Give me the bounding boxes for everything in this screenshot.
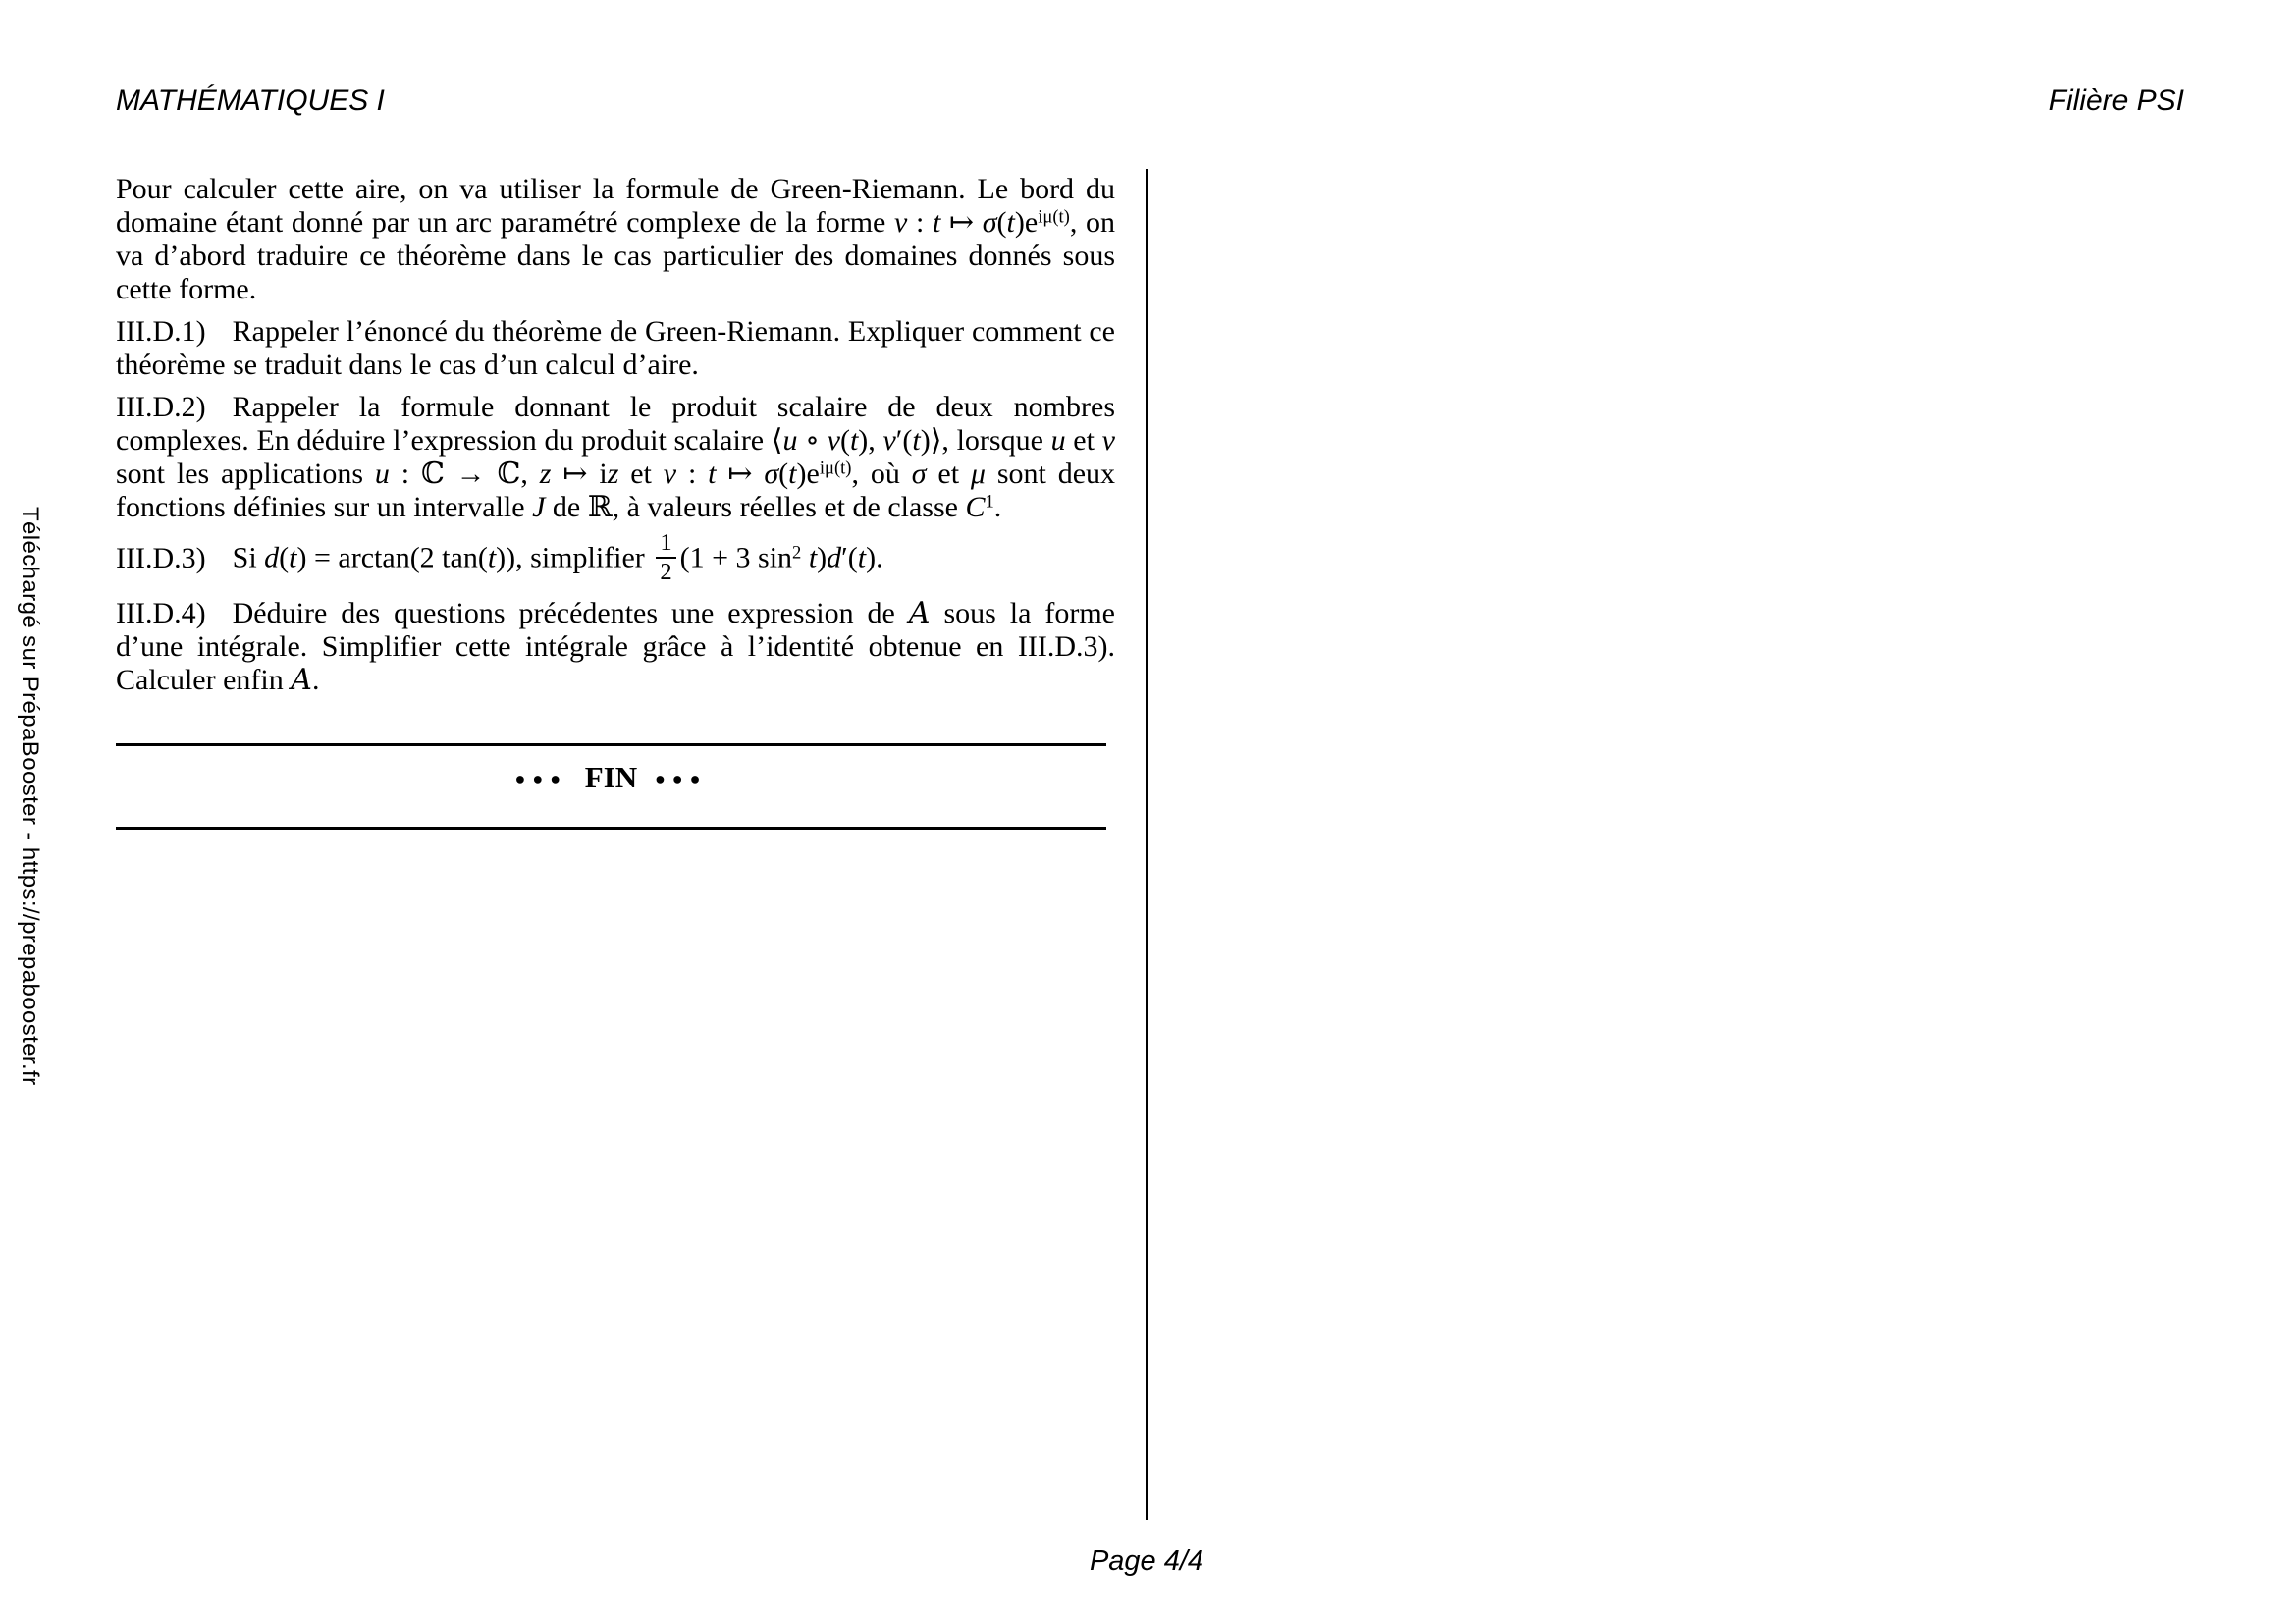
exam-text-column (116, 173, 1115, 706)
question-III-D-1: III.D.1) Rappeler l’énoncé du théorème de Green-Riemann. Expliquer comment ce théorème se traduit dans le cas d’un calcul d’aire. (116, 315, 1115, 381)
question-III-D-3: III.D.3) Si d(t) = arctan(2 tan(t)), simplifier $\frac{1}{2}$ (1 + 3 $\sin^2 t)d'(t)$. (116, 529, 883, 585)
question-III-D-2: III.D.2) Rappeler la formule donnant le produit scalaire de deux nombres complexes. En déduire l’expression du produit scalaire ⟨u ∘ v(t), v′(t)⟩, lorsque u et v sont les applications u : ℂ → ℂ, z ↦ iz et v : t ↦ $\sigma(t)e^{i\mu(t)}$, où σ et μ sont deux fonctions définies sur un intervalle J de ℝ, à valeurs réelles et de classe $C^1$. (116, 391, 1116, 523)
fin-label: FIN (584, 760, 638, 794)
fin-rule-top (116, 743, 1106, 746)
fin-line (116, 760, 1106, 795)
watermark-vertical-text: Téléchargé sur PrépaBooster - https://prepabooster.fr (17, 507, 43, 1086)
fin-dots-left: ●●● (514, 769, 568, 788)
track-label: Filière PSI (2048, 84, 2184, 117)
fin-rule-bottom (116, 827, 1106, 830)
column-divider-line (1146, 169, 1148, 1520)
course-title: MATHÉMATIQUES I (116, 84, 385, 117)
paragraph-intro: Pour calculer cette aire, on va utiliser la formule de Green-Riemann. Le bord du domaine étant donné par un arc paramétré complexe de la forme v : t ↦ $\sigma(t)e^{i\mu(t)}$, on va d’abord traduire ce théorème dans le cas particulier des domaines donnés sous cette forme. (116, 173, 1116, 305)
question-III-D-4: III.D.4) Déduire des questions précédentes une expression de A sous la forme d’une intégrale. Simplifier cette intégrale grâce à l’identité obtenue en III.D.3). Calculer enfin A. (116, 595, 1115, 697)
fin-dots-right: ●●● (654, 769, 708, 788)
page-number: Page 4/4 (1089, 1545, 1204, 1577)
inline-fraction: $\frac{1}{2}$ (656, 530, 675, 585)
